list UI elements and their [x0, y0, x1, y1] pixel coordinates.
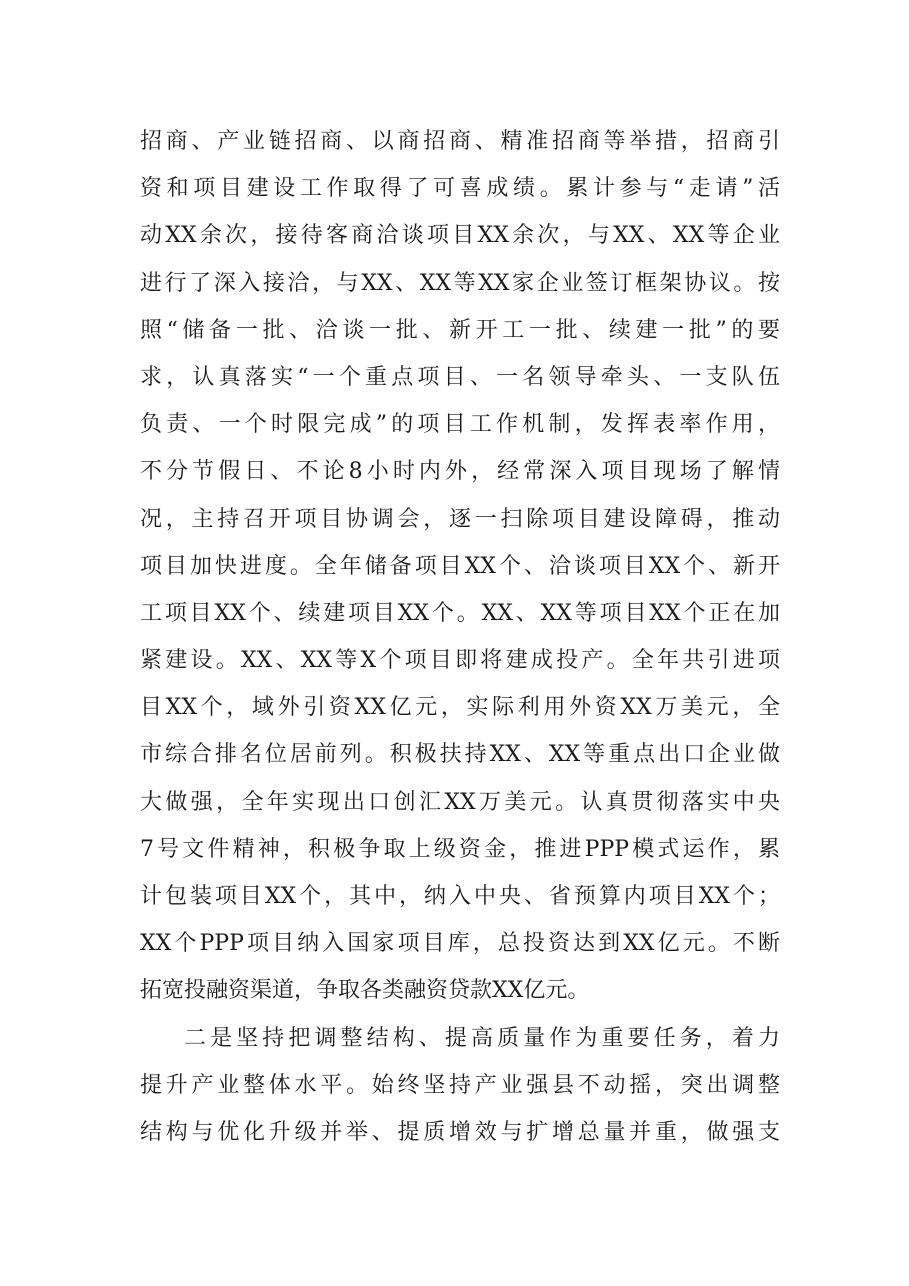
text-line: 照“储备一批、洽谈一批、新开工一批、续建一批”的要: [140, 317, 780, 343]
paragraph: [140, 118, 780, 1015]
text-line: 目XX个，域外引资XX亿元，实际利用外资XX万美元，全: [140, 695, 780, 721]
text-line: 招商、产业链招商、以商招商、精准招商等举措，招商引: [140, 129, 780, 154]
text-line: 负责、一个时限完成”的项目工作机制，发挥表率作用，: [140, 412, 780, 438]
paragraph: [140, 1015, 780, 1157]
text-line: 提升产业整体水平。始终坚持产业强县不动摇，突出调整: [140, 1072, 780, 1098]
text-line: 况，主持召开项目协调会，逐一扫除项目建设障碍，推动: [140, 506, 780, 532]
text-line: 求，认真落实“一个重点项目、一名领导牵头、一支队伍: [140, 364, 780, 390]
document-body: [140, 118, 780, 1156]
text-line: 资和项目建设工作取得了可喜成绩。累计参与“走请”活: [140, 176, 780, 202]
text-line: 紧建设。XX、XX等X个项目即将建成投产。全年共引进项: [140, 648, 780, 674]
text-line: 不分节假日、不论8小时内外，经常深入项目现场了解情: [140, 459, 780, 485]
text-line: 项目加快进度。全年储备项目XX个、洽谈项目XX个、新开: [140, 553, 780, 579]
text-line: 动XX余次，接待客商洽谈项目XX余次，与XX、XX等企业: [140, 223, 780, 249]
text-line: 7号文件精神，积极争取上级资金，推进PPP模式运作，累: [140, 836, 780, 862]
text-line: 计包装项目XX个，其中，纳入中央、省预算内项目XX个；: [140, 884, 780, 909]
text-line: 二是坚持把调整结构、提高质量作为重要任务，着力: [184, 1025, 780, 1051]
text-line: 大做强，全年实现出口创汇XX万美元。认真贯彻落实中央: [140, 789, 780, 815]
text-line: 市综合排名位居前列。积极扶持XX、XX等重点出口企业做: [140, 742, 780, 768]
text-line: 进行了深入接洽，与XX、XX等XX家企业签订框架协议。按: [140, 270, 780, 296]
text-line: 拓宽投融资渠道，争取各类融资贷款XX亿元。: [140, 978, 590, 1004]
text-line: 结构与优化升级并举、提质增效与扩增总量并重，做强支: [140, 1119, 780, 1145]
text-line: 工项目XX个、续建项目XX个。XX、XX等项目XX个正在加: [140, 600, 780, 626]
text-line: XX个PPP项目纳入国家项目库，总投资达到XX亿元。不断: [140, 931, 780, 957]
